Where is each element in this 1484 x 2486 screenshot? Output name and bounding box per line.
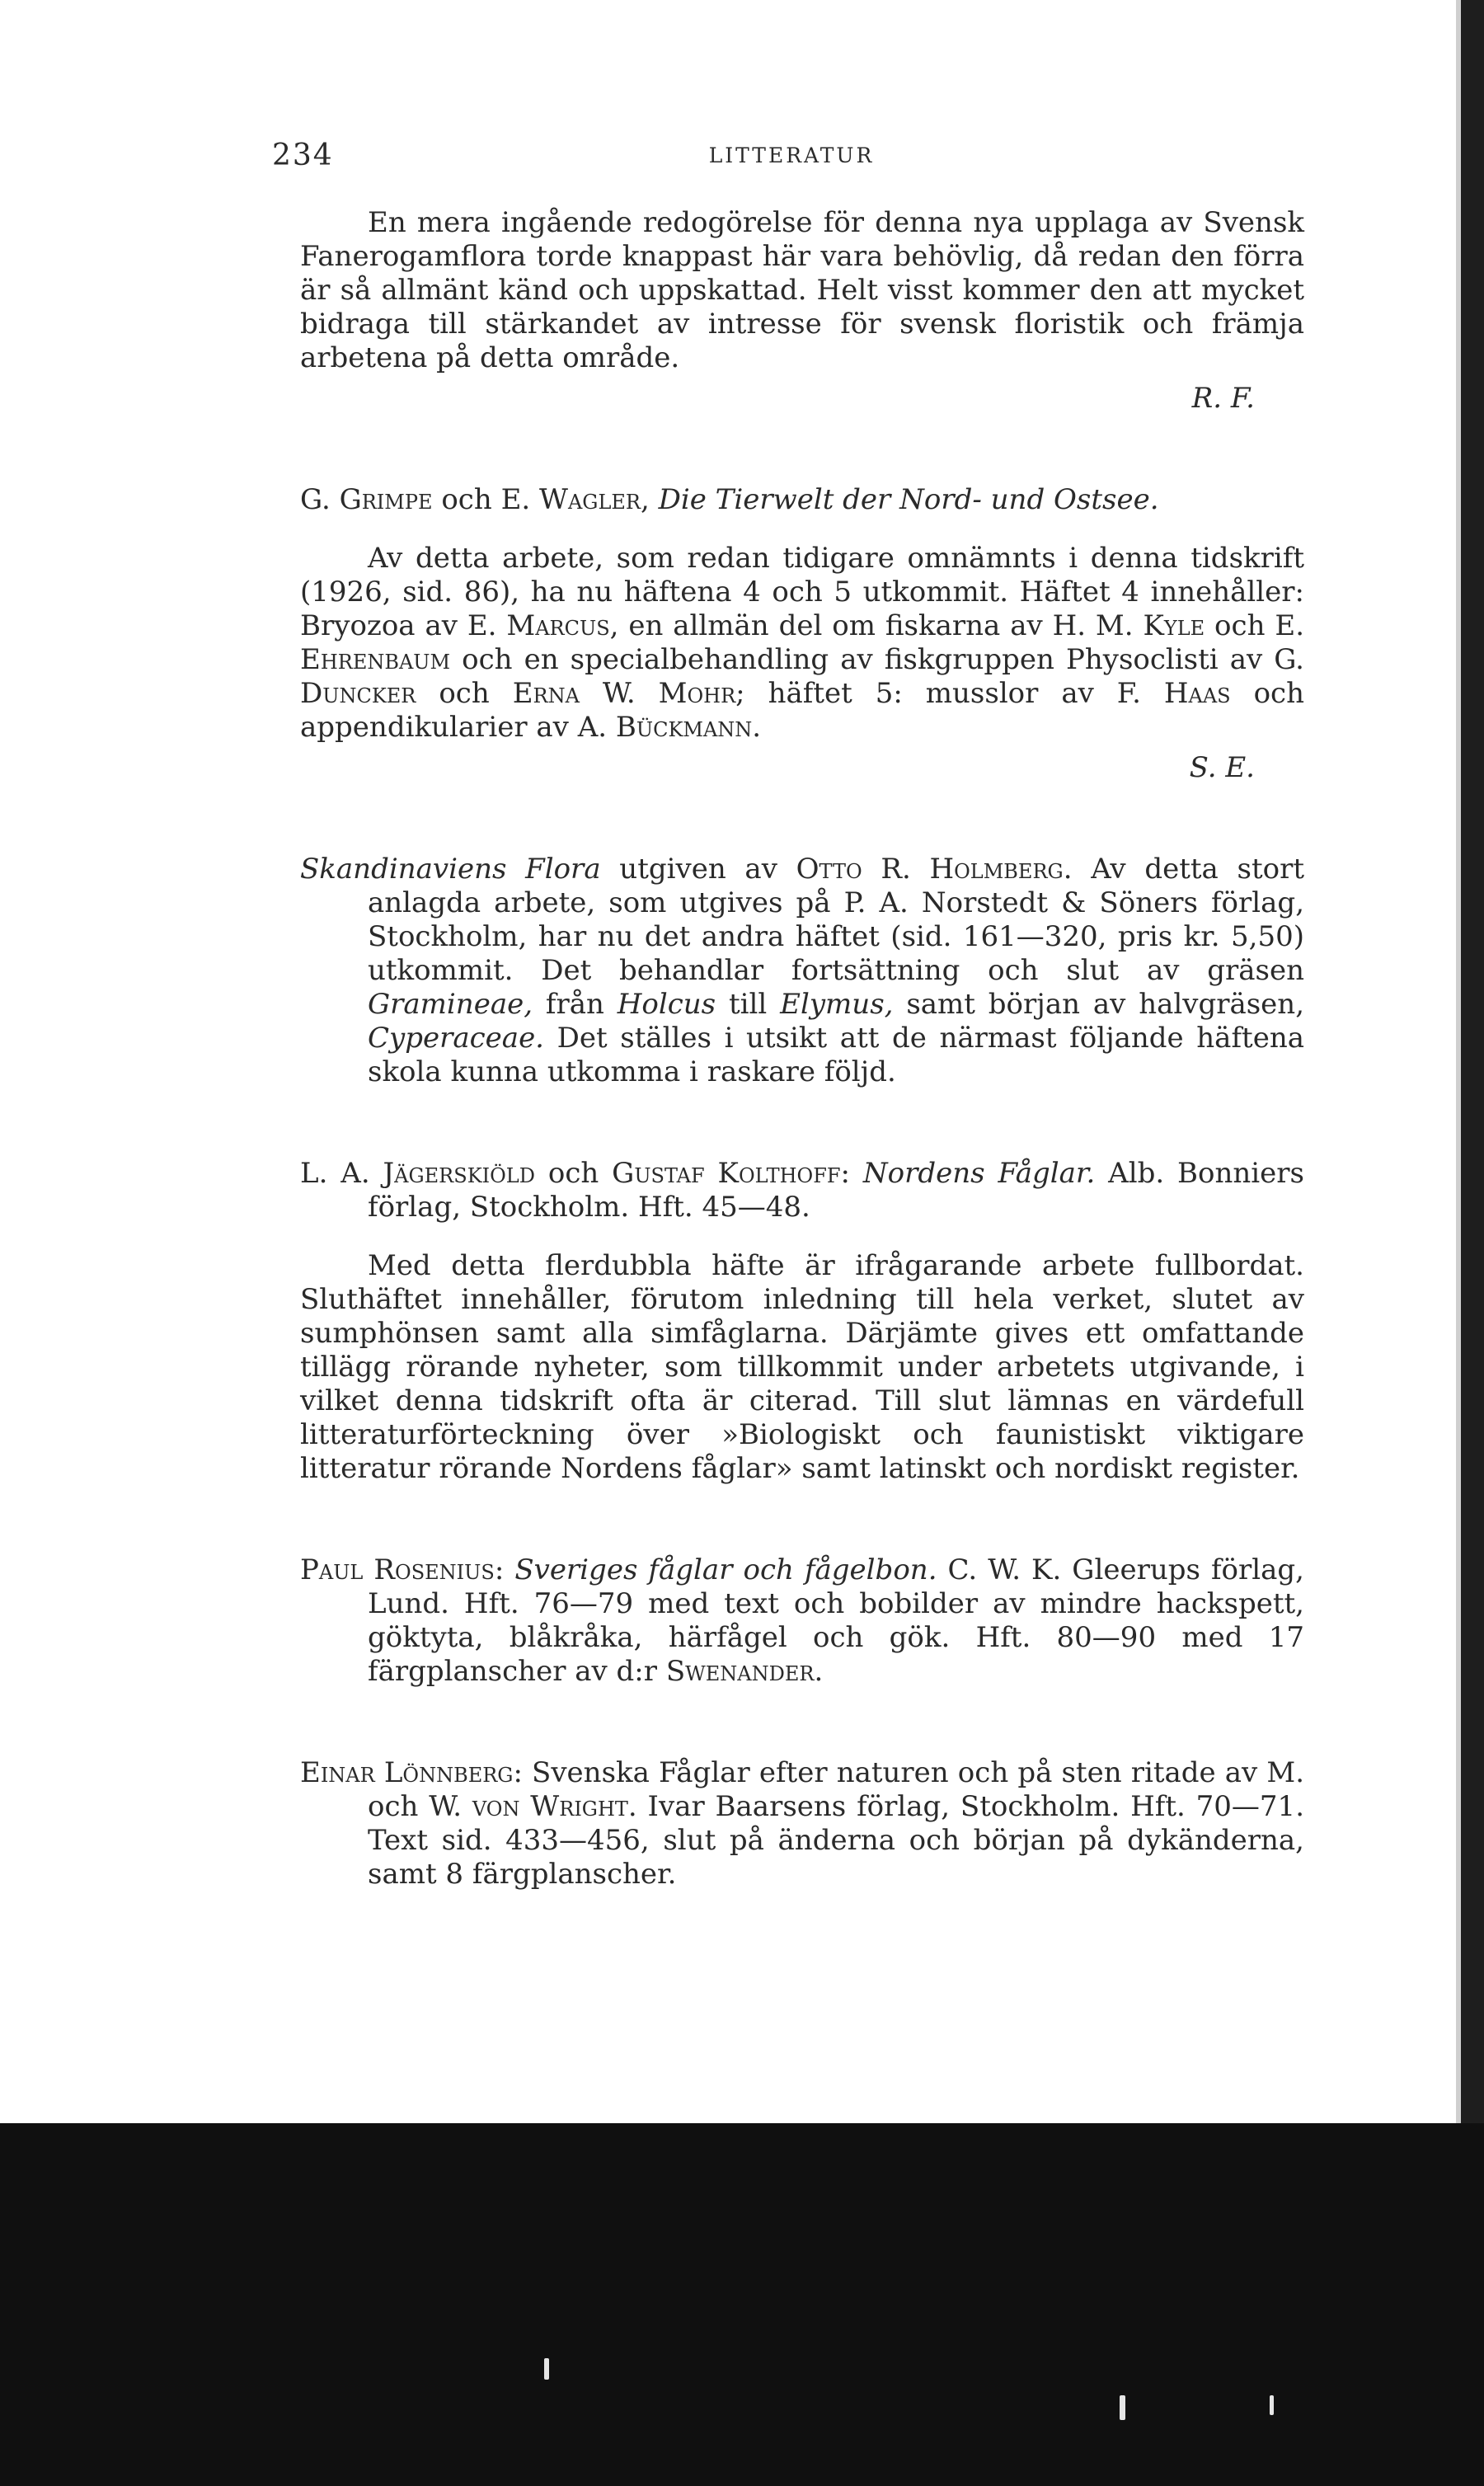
page-number: 234 (272, 139, 334, 172)
text-run: till (716, 988, 781, 1021)
scan-bottom-margin (0, 2123, 1484, 2486)
text-run: , en allmän del om fiskarna av H. M. (609, 609, 1144, 642)
book-title: Skandinaviens Flora (300, 853, 601, 886)
text-run: : (840, 1157, 863, 1190)
text-run: . (752, 711, 762, 744)
signature-se: S. E. (1189, 751, 1255, 784)
text-run: Det ställes i utsikt att de närmast följande häftena skola kunna utkomma i raskare följd. (368, 1022, 1304, 1088)
text-run: . (814, 1655, 824, 1688)
taxon-name: Elymus, (780, 988, 894, 1021)
taxon-name: Holcus (617, 988, 716, 1021)
book-title: Die Tierwelt der Nord- und Ostsee. (658, 483, 1159, 516)
entry-heading (300, 483, 1304, 517)
signature-rf: R. F. (1191, 382, 1255, 415)
scan-edge-dark (1461, 0, 1484, 2486)
author-name: G. Grimpe (300, 483, 433, 516)
author-name: E. Wagler, (500, 483, 650, 516)
author-name: Paul Rosenius (300, 1553, 495, 1586)
text-run: samt början av halvgräsen, (893, 988, 1305, 1021)
text-run: och E. (1205, 609, 1304, 642)
text-run: Alb. Bonniers förlag, Stockholm. Hft. 45—48. (368, 1157, 1304, 1224)
book-title: Nordens Fåglar. (862, 1157, 1096, 1190)
connector: och (432, 483, 501, 516)
running-title: LITTERATUR (708, 143, 875, 167)
scan-speck (1120, 2395, 1125, 2420)
entry-heading (300, 1157, 1304, 1224)
review-fanerogamflora: En mera ingående redogörelse för denna nya upplaga av Svensk Fanerogamflora torde knappast här vara behövlig, då redan den förra är så allmänt känd och uppskattad. Helt visst kommer den att mycket bidraga till stärkandet av intresse för svensk floristik och främja arbetena på detta område. (300, 206, 1304, 374)
text-run: och appendikularier av A. (300, 677, 1304, 744)
scan-speck (1270, 2395, 1274, 2415)
page-text (300, 206, 1304, 1892)
person-name: Marcus (506, 609, 610, 642)
person-name: von Wright (472, 1790, 628, 1823)
text-run: Av detta stort anlagda arbete, som utgives på P. A. Norstedt & Söners förlag, Stockholm, har nu det andra häftet (sid. 161—320, pris kr. 5,50) utkommit. Det behandlar fortsättning och slut av gräsen (368, 853, 1305, 987)
scan-speck (544, 2358, 549, 2380)
person-name: Swenander (665, 1655, 815, 1688)
person-name: Bückmann (615, 711, 753, 744)
entry-grimpe-wagler (300, 483, 1304, 785)
person-name: Otto R. Holmberg. (796, 853, 1073, 886)
running-head (272, 139, 1311, 180)
entry-skandinaviens-flora (300, 853, 1304, 1089)
author-name: Einar Lönnberg (300, 1756, 514, 1789)
text-run: Av detta arbete, som redan tidigare omnämnts i denna tidskrift (1926, sid. 86), ha nu häftena 4 och 5 utkommit. Häftet 4 innehåller: Bryozoa av E. (300, 542, 1304, 642)
text-run: från (533, 988, 618, 1021)
person-name: Kyle (1143, 609, 1205, 642)
text-run: och (416, 677, 513, 710)
book-title: Sveriges fåglar och fågelbon. (514, 1553, 937, 1586)
entry-body: Med detta flerdubbla häfte är ifrågarande arbete fullbordat. Sluthäftet innehåller, förutom inledning till hela verket, slutet av sumphönsen samt alla simfåglarna. Därjämte gives ett omfattande tillägg rörande nyheter, som tillkommit under arbetets utgivande, i vilket denna tidskrift ofta är citerad. Till slut lämnas en värdefull litteraturförteckning över »Biologiskt och faunistiskt viktigare litteratur rörande Nordens fåglar» samt latinskt och nordiskt register. (300, 1249, 1304, 1485)
text-run: och en specialbehandling av fiskgruppen Physoclisti av G. (450, 643, 1304, 676)
taxon-name: Gramineae, (368, 988, 533, 1021)
author-name: Gustaf Kolthoff (612, 1157, 841, 1190)
text-run: : Svenska Fåglar efter naturen och på sten ritade av M. och W. (368, 1756, 1305, 1823)
person-name: Ehrenbaum (300, 643, 451, 676)
author-name: Jägerskiöld (383, 1157, 535, 1190)
taxon-name: Cyperaceae. (368, 1022, 544, 1055)
text-run: utgiven av (600, 853, 796, 886)
entry-body (300, 542, 1304, 745)
entry-sveriges-faglar (300, 1553, 1304, 1689)
text-run: ; häftet 5: musslor av F. (735, 677, 1164, 710)
person-name: Haas (1163, 677, 1231, 710)
text-run: : (494, 1553, 515, 1586)
person-name: Duncker (300, 677, 416, 710)
entry-nordens-faglar (300, 1157, 1304, 1486)
person-name: Erna (512, 677, 580, 710)
entry-svenska-faglar (300, 1756, 1304, 1892)
person-name: Mohr (658, 677, 736, 710)
text-run: C. W. K. Gleerups förlag, Lund. Hft. 76—79 med text och bobilder av mindre hackspett, göktyta, blåkråka, härfågel och gök. Hft. 80—90 med 17 färgplanscher av d:r (368, 1553, 1304, 1688)
text-run: L. A. (300, 1157, 383, 1190)
text-run: . Ivar Baarsens förlag, Stockholm. Hft. 70—71. Text sid. 433—456, slut på änderna och början på dykänderna, samt 8 färgplanscher. (368, 1790, 1304, 1891)
connector: och (534, 1157, 613, 1190)
text-run: W. (579, 677, 659, 710)
